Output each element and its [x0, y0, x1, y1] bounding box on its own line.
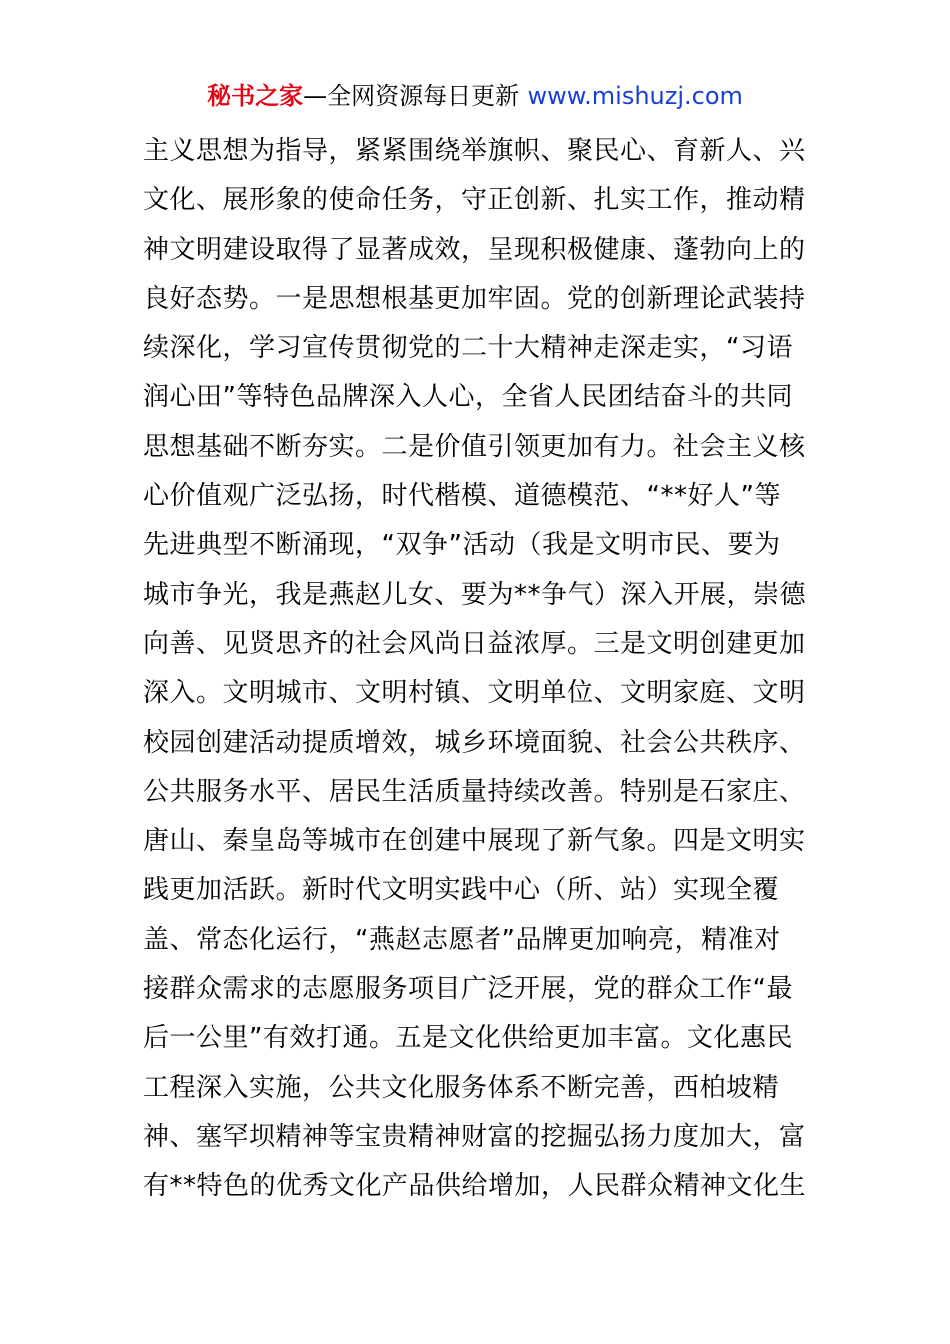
site-tagline: —全网资源每日更新 [303, 82, 520, 110]
text-line: 工程深入实施，公共文化服务体系不断完善，西柏坡精 [143, 1072, 780, 1103]
text-line: 润心田”等特色品牌深入人心，全省人民团结奋斗的共同 [143, 382, 793, 413]
text-line: 唐山、秦皇岛等城市在创建中展现了新气象。四是文明实 [143, 826, 806, 857]
text-line: 接群众需求的志愿服务项目广泛开展，党的群众工作“最 [143, 974, 793, 1005]
text-line: 后一公里”有效打通。五是文化供给更加丰富。文化惠民 [143, 1023, 793, 1054]
text-line: 校园创建活动提质增效，城乡环境面貌、社会公共秩序、 [143, 727, 806, 758]
text-line: 盖、常态化运行，“燕赵志愿者”品牌更加响亮，精准对 [143, 924, 781, 955]
text-line: 公共服务水平、居民生活质量持续改善。特别是石家庄、 [143, 776, 806, 807]
text-line: 续深化，学习宣传贯彻党的二十大精神走深走实，“习语 [143, 333, 793, 364]
text-line: 思想基础不断夯实。二是价值引领更加有力。社会主义核 [143, 431, 806, 462]
text-line: 践更加活跃。新时代文明实践中心（所、站）实现全覆 [143, 875, 780, 906]
text-line: 良好态势。一是思想根基更加牢固。党的创新理论武装持 [143, 283, 806, 314]
text-line: 先进典型不断涌现，“双争”活动（我是文明市民、要为 [143, 530, 781, 561]
text-line: 心价值观广泛弘扬，时代楷模、道德模范、“**好人”等 [143, 481, 781, 512]
text-line: 深入。文明城市、文明村镇、文明单位、文明家庭、文明 [143, 678, 806, 709]
text-line: 向善、见贤思齐的社会风尚日益浓厚。三是文明创建更加 [143, 628, 806, 659]
text-line: 主义思想为指导，紧紧围绕举旗帜、聚民心、育新人、兴 [143, 136, 806, 166]
site-url-link[interactable]: www.mishuzj.com [527, 82, 743, 110]
site-header [0, 78, 950, 114]
text-line: 神、塞罕坝精神等宝贵精神财富的挖掘弘扬力度加大，富 [143, 1121, 806, 1152]
text-line: 有**特色的优秀文化产品供给增加，人民群众精神文化生 [143, 1171, 807, 1202]
text-line: 城市争光，我是燕赵儿女、要为**争气）深入开展，崇德 [143, 579, 807, 610]
text-line: 文化、展形象的使命任务，守正创新、扎实工作，推动精 [143, 185, 806, 216]
document-body [143, 127, 823, 1212]
site-brand: 秘书之家 [207, 82, 304, 110]
text-line: 神文明建设取得了显著成效，呈现积极健康、蓬勃向上的 [143, 234, 806, 265]
